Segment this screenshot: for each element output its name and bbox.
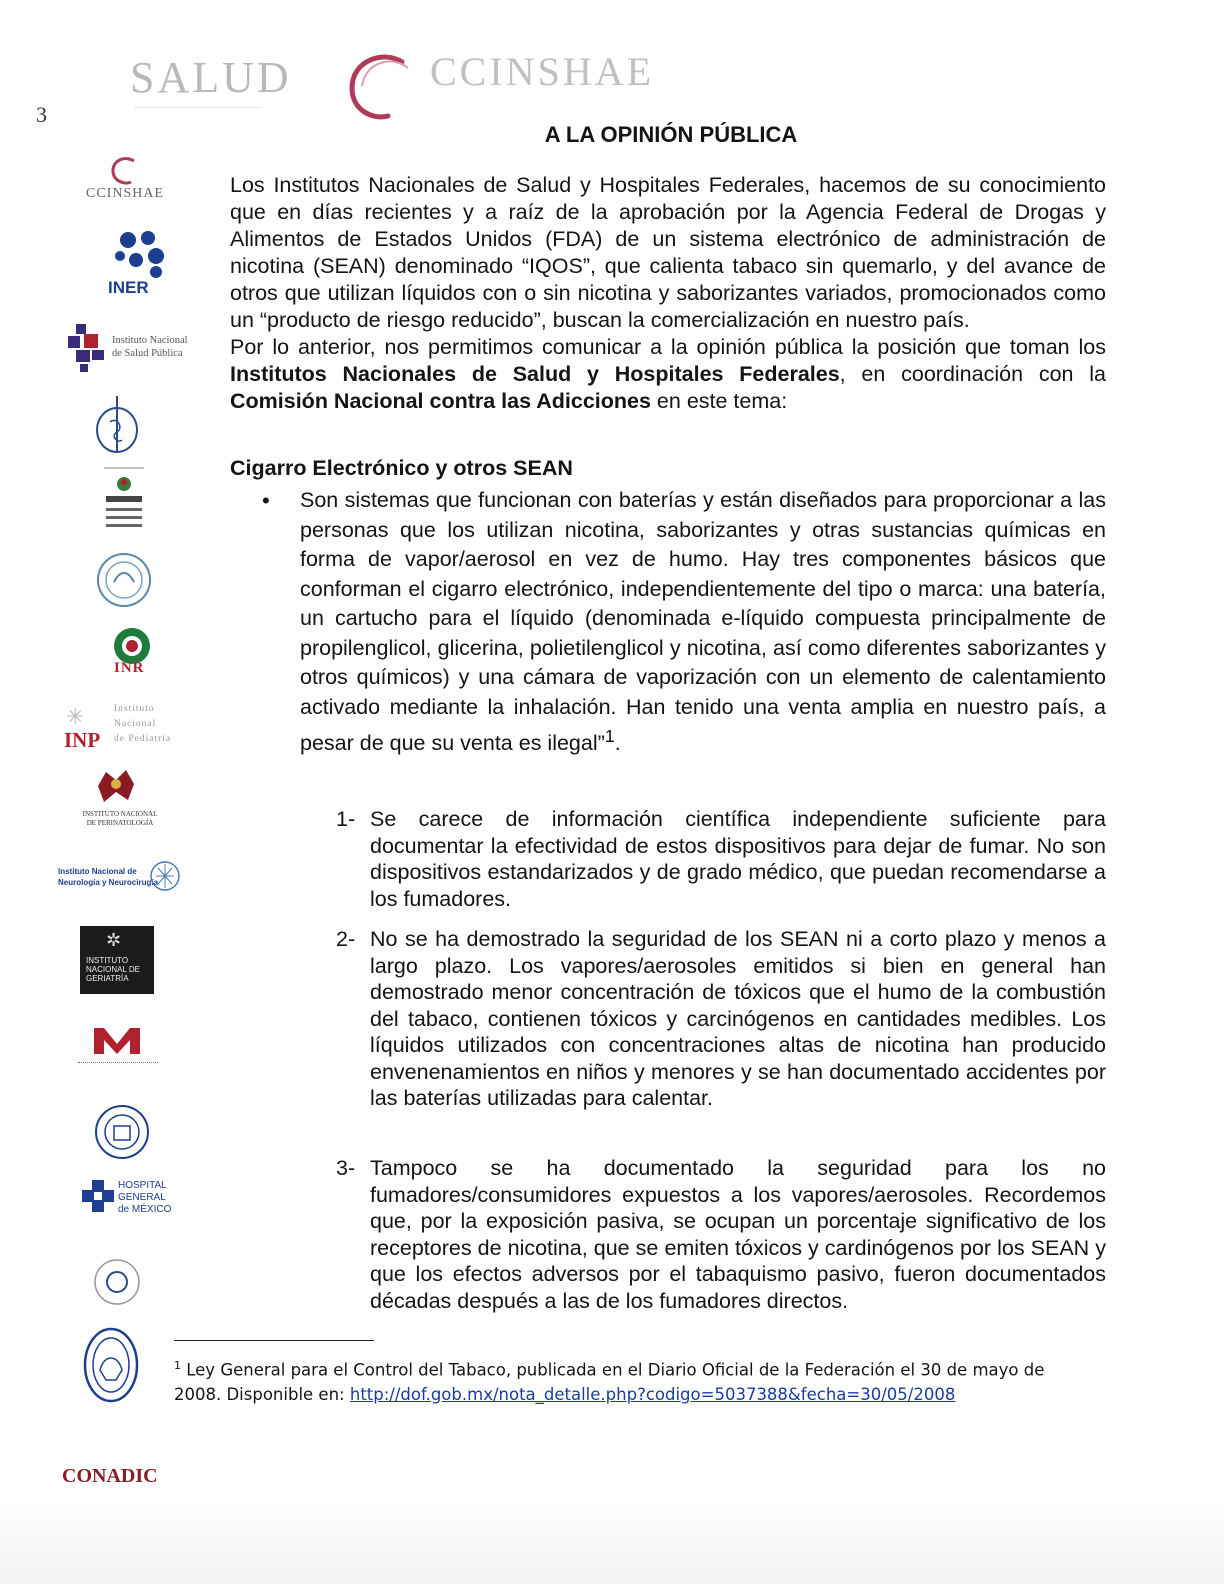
scan-shadow (0, 1500, 1224, 1584)
inp-line-2: Nacional (114, 719, 157, 729)
footnote (174, 1354, 1054, 1407)
salud-logo-subtitle-rule: ———————————————— (134, 104, 262, 111)
page-title: A LA OPINIÓN PÚBLICA (544, 122, 798, 147)
insp-logo-text (112, 334, 188, 360)
innn-line-1: Instituto Nacional de (58, 867, 137, 876)
inger-line-3: GERIATRÍA (86, 974, 129, 983)
footnote-text: Ley General para el Control del Tabaco, publicada en el Diario Oficial de la Federación el 30 de mayo de 2008. Disponible en: (174, 1360, 1045, 1404)
bullet-icon: • (262, 488, 270, 513)
iner-logo: INER (108, 278, 149, 297)
bullet-paragraph (300, 486, 1106, 759)
list-item (336, 806, 1106, 912)
salud-logo: SALUD (130, 53, 292, 102)
institute-round-seal-icon (96, 552, 152, 608)
innn-line-2: Neurología y Neurocirugía (58, 878, 159, 887)
insp-line-2: de Salud Pública (112, 348, 183, 359)
hospital-seal-icon (94, 1104, 150, 1160)
inp-line-3: de Pediatría (114, 734, 172, 744)
psychiatry-institute-logo-icon (92, 1024, 142, 1056)
inp-star-icon: ✳ (66, 704, 85, 729)
intro-p2-bold-comision: Comisión Nacional contra las Adicciones (230, 389, 651, 413)
page-number-mark: 3 (36, 102, 47, 127)
intro-p2-text-a: Por lo anterior, nos permitimos comunicar a la opinión pública la posición que toman los (230, 335, 1106, 359)
ccinshae-arc-icon (344, 50, 416, 122)
intro-p2-text-b: , en coordinación con la (839, 362, 1107, 386)
inp-line-1: Instituto (114, 704, 155, 714)
bullet-text: Son sistemas que funcionan con baterías y están diseñados para proporcionar a las personas que los utilizan nicotina, saborizantes y otras sustancias químicas en forma de vapor/aerosol en vez de humo. Hay tres componentes básicos que conforman el cigarro electrónico, independientemente del tipo o marca: una batería, un cartucho para el líquido (denominada e-líquido compuesta principalmente de propilenglicol, glicerina, polietilenglicol y nicotina, así como diferentes saborizantes y otros químicos) y una cámara de vaporización con un elemento de calentamiento activado mediante la inhalación. Han tenido una venta amplia en nuestro país, a pesar de que su venta es ilegal” (300, 488, 1106, 756)
list-item-number: 2- (336, 927, 356, 951)
inp-logo-text (114, 702, 171, 747)
hgm-line-1: HOSPITAL (118, 1180, 167, 1191)
hgm-cross-icon (80, 1178, 116, 1214)
institute-oval-seal-icon (82, 1326, 140, 1404)
list-item-text: Tampoco se ha documentado la seguridad para los no fumadores/consumidores expuestos a los vapores/aerosoles. Recordemos que, por la exposición pasiva, se ocupan un porcentaje significativo de los receptores de nicotina, que se emiten tóxicos y cardinógenos por los SEAN y que los efectos adversos por el tabaquismo pasivo, fueron documentados décadas después a las de los fumadores directos. (370, 1156, 1106, 1313)
ccinshae-small-logo: CCINSHAE (86, 186, 165, 201)
bullet-text-wrap (300, 486, 1106, 759)
iner-logo-icon (112, 230, 168, 280)
list-item-text: No se ha demostrado la seguridad de los SEAN ni a corto plazo y menos a largo plazo. Los vapores/aerosoles emitidos si bien en general han demostrado menor concentración de tóxicos que el humo de la combustión del tabaco, contienen tóxicos y carcinógenos en cantidades medibles. Los líquidos utilizados con concentraciones altas de nicotina han producido envenenamientos en niños y menores y se han documentado accidentes por las baterías utilizadas para calentar. (370, 927, 1106, 1110)
list-item-text: Se carece de información científica independiente suficiente para documentar la efectividad de estos dispositivos para dejar de fumar. No son dispositivos estandarizados y de grado médico, que puedan recomendarse a los fumadores. (370, 807, 1106, 911)
list-item-number: 3- (336, 1156, 356, 1180)
hgm-line-3: de MÉXICO (118, 1204, 172, 1215)
list-item (336, 926, 1106, 1112)
inger-logo-text (86, 956, 140, 983)
insp-line-1: Instituto Nacional (112, 335, 188, 346)
conadic-logo: CONADIC (62, 1465, 158, 1487)
intro-block (230, 172, 1106, 415)
inger-logo-icon: ✲ (106, 930, 122, 950)
bullet-text-end: . (614, 731, 621, 756)
intro-paragraph-2 (230, 334, 1106, 415)
ccinshae-small-arc-icon (110, 156, 140, 186)
inp-logo: INP (64, 728, 101, 752)
mexico-institute-emblem-icon (100, 466, 148, 536)
ccinshae-logo: CCINSHAE (430, 49, 655, 94)
institute-seal-icon (94, 394, 140, 456)
footnote-number: 1 (174, 1359, 181, 1372)
inr-logo: INR (114, 660, 145, 676)
inger-logo-box (80, 926, 154, 994)
inper-logo-text (80, 810, 160, 828)
innn-logo-icon (148, 856, 182, 902)
innn-logo-text (58, 866, 158, 888)
footnote-link[interactable]: http://dof.gob.mx/nota_detalle.php?codigo=5037388&fecha=30/05/2008 (349, 1384, 956, 1404)
intro-p2-bold-institutos: Institutos Nacionales de Salud y Hospitales Federales (230, 362, 840, 386)
inper-line-2: DE PERINATOLOGÍA (86, 819, 154, 827)
hgm-logo-text (118, 1180, 171, 1216)
list-item (336, 1155, 1106, 1314)
hgm-line-2: GENERAL (118, 1192, 166, 1203)
inper-logo-icon (94, 766, 138, 806)
footnote-divider (174, 1340, 374, 1341)
intro-paragraph-1: Los Institutos Nacionales de Salud y Hospitales Federales, hacemos de su conocimiento que en días recientes y a raíz de la aprobación por la Agencia Federal de Drogas y Alimentos de Estados Unidos (FDA) de un sistema electrónico de administración de nicotina (SEAN) denominado “IQOS”, que calienta tabaco sin quemarlo, y del avance de otros que utilizan líquidos con o sin nicotina y saborizantes variados, promocionados como un “producto de riesgo reducido”, buscan la comercialización en nuestro país. (230, 173, 1106, 332)
list-item-number: 1- (336, 807, 356, 831)
section-heading: Cigarro Electrónico y otros SEAN (230, 456, 573, 480)
inger-line-2: NACIONAL DE (86, 965, 140, 974)
intro-p2-text-c: en este tema: (650, 389, 788, 413)
inger-line-1: INSTITUTO (86, 956, 129, 965)
inper-line-1: INSTITUTO NACIONAL (82, 810, 158, 818)
footnote-ref: 1 (604, 726, 615, 746)
psychiatry-institute-caption-rule (78, 1062, 158, 1065)
insp-logo-icon (66, 322, 108, 374)
institute-round-emblem-icon (92, 1252, 142, 1312)
